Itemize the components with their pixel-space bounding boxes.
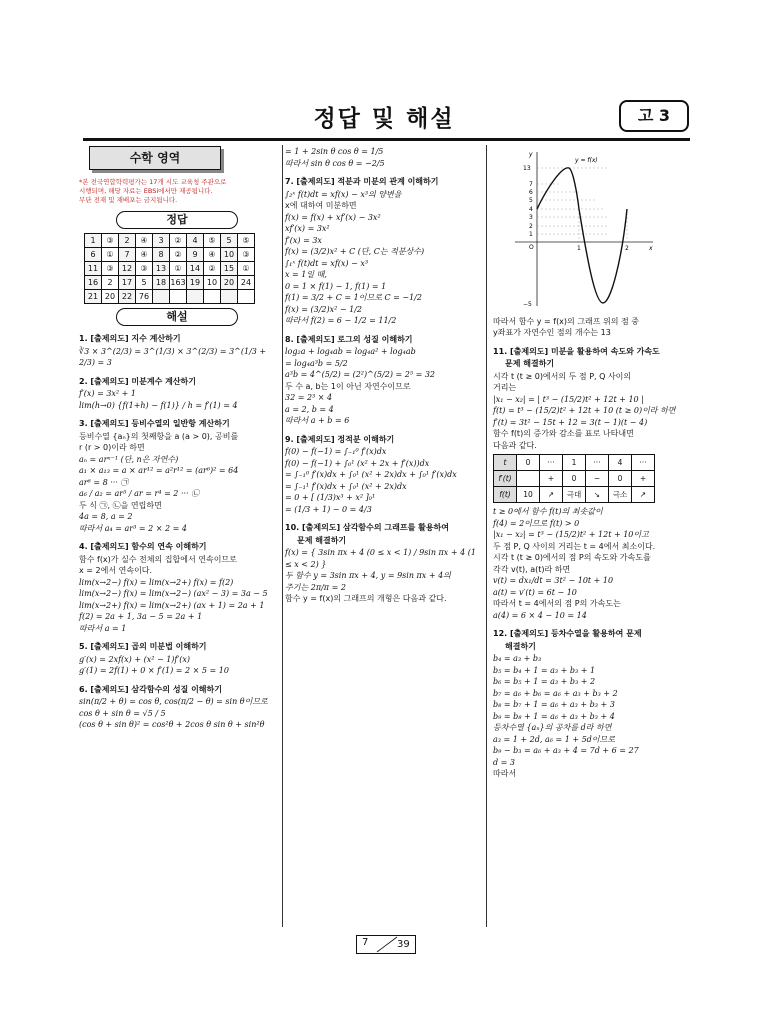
column-divider-1 bbox=[282, 145, 283, 927]
table-cell: 0 bbox=[609, 471, 632, 487]
notice-line: 시행되며, 해당 자료는 EBSi에서만 제공됩니다. bbox=[79, 187, 213, 195]
math-line: v(t) = dx₁/dt = 3t² − 10t + 10 bbox=[493, 576, 614, 585]
text-line: 함수 f(x)가 실수 전체의 집합에서 연속이므로 bbox=[79, 554, 237, 564]
math-line: f′(x) = 3x² + 1 bbox=[79, 389, 137, 398]
subject-box: 수학 영역 bbox=[89, 146, 221, 170]
math-line: = ∫₋₁¹ f′(x)dx + ∫₀¹ (x² + 2x)dx bbox=[285, 481, 407, 491]
table-cell: t bbox=[494, 455, 517, 471]
math-line: 등차수열 {aₙ}의 공차를 d라 하면 bbox=[493, 723, 612, 732]
y-tick: 7 bbox=[529, 181, 533, 188]
answer-row bbox=[85, 290, 255, 304]
math-line: = log₄a³b = 5/2 bbox=[285, 358, 348, 368]
math-line: b₇ = a₆ + b₆ = a₆ + a₃ + b₃ + 2 bbox=[493, 688, 618, 698]
text-line: 거리는 bbox=[493, 383, 517, 392]
page-number bbox=[356, 935, 416, 954]
text-line: 함수 y = f(x)의 그래프의 개형은 다음과 같다. bbox=[285, 594, 447, 603]
question-number: 22 bbox=[119, 290, 136, 304]
math-line: b₆ = b₅ + 1 = a₃ + b₃ + 2 bbox=[493, 677, 596, 686]
text-line: 시각 t (t ≥ 0)에서의 두 점 P, Q 사이의 bbox=[493, 371, 632, 381]
answer-value bbox=[170, 290, 187, 304]
math-line: ∫₂ˣ f(t)dt = xf(x) − x³의 양변을 bbox=[285, 189, 402, 199]
section-heading: 11. [출제의도] 미분을 활용하여 속도와 가속도 bbox=[493, 346, 660, 356]
section-heading: 9. [출제의도] 정적분 이해하기 bbox=[285, 434, 395, 444]
math-line: f(x) = (3/2)x² − 1/2 bbox=[285, 304, 363, 314]
question-number: 4 bbox=[187, 234, 204, 248]
math-line: = ∫₋₁⁰ f′(x)dx + ∫₀¹ (x² + 2x)dx + ∫₀¹ f′(x)dx bbox=[285, 470, 457, 479]
answer-value: ⑤ bbox=[204, 234, 221, 248]
section-heading: 2. [출제의도] 미분계수 계산하기 bbox=[79, 376, 197, 386]
y-tick: 6 bbox=[529, 189, 533, 196]
math-line: 따라서 sin θ cos θ = −2/5 bbox=[285, 158, 385, 168]
graph-func-label: y = f(x) bbox=[575, 157, 598, 164]
math-line: a(4) = 6 × 4 − 10 = 14 bbox=[493, 610, 587, 620]
math-line: aₙ = arⁿ⁻¹ (단, n은 자연수) bbox=[79, 454, 179, 464]
section-heading-cont: 해결하기 bbox=[505, 641, 536, 651]
math-line: f(2) = 2a + 1, 3a − 5 = 2a + 1 bbox=[79, 612, 203, 621]
question-number: 2 bbox=[119, 234, 136, 248]
table-cell: f(t) bbox=[494, 487, 517, 503]
answer-value bbox=[238, 290, 255, 304]
answer-value: 24 bbox=[238, 276, 255, 290]
table-row bbox=[494, 455, 655, 471]
math-line: f′(t) = 3t² − 15t + 12 = 3(t − 1)(t − 4) bbox=[493, 417, 648, 427]
section-heading: 10. [출제의도] 삼각함수의 그래프를 활용하여 bbox=[285, 523, 449, 532]
total-pages: 39 bbox=[397, 939, 410, 950]
math-line: ar⁶ = 8 ··· ㉠ bbox=[79, 477, 129, 487]
question-number: 13 bbox=[153, 262, 170, 276]
table-cell: + bbox=[632, 471, 655, 487]
notice-line: *본 전국연합학력평가는 17개 시도 교육청 주관으로 bbox=[79, 178, 227, 186]
math-line: g′(1) = 2f(1) + 0 × f′(1) = 2 × 5 = 10 bbox=[79, 666, 229, 675]
question-number: 19 bbox=[187, 276, 204, 290]
text-line: 두 점 P, Q 사이의 거리는 t = 4에서 최소이다. bbox=[493, 541, 656, 551]
column-2 bbox=[285, 146, 477, 605]
y-tick: 3 bbox=[529, 214, 533, 221]
notice-line: 무단 전재 및 재배포는 금지됩니다. bbox=[79, 196, 178, 204]
table-cell: 10 bbox=[517, 487, 540, 503]
y-tick: 5 bbox=[529, 197, 533, 204]
answer-value bbox=[204, 290, 221, 304]
column-3 bbox=[493, 146, 691, 780]
table-row bbox=[494, 471, 655, 487]
y-tick: 1 bbox=[529, 231, 533, 238]
math-line: a = 2, b = 4 bbox=[285, 404, 334, 414]
math-line: a₆ / a₂ = ar⁵ / ar = r⁴ = 2 ··· ㉡ bbox=[79, 489, 200, 498]
math-line: d = 3 bbox=[493, 757, 515, 767]
math-line: = (1/3 + 1) − 0 = 4/3 bbox=[285, 504, 372, 514]
math-line: 두 함수 y = 3sin πx + 4, y = 9sin πx + 4의 bbox=[285, 571, 451, 580]
math-line: 따라서 a = 1 bbox=[79, 623, 127, 633]
math-line: b₄ = a₃ + b₃ bbox=[493, 654, 542, 663]
math-line: b₅ = b₄ + 1 = a₃ + b₃ + 1 bbox=[493, 665, 596, 675]
math-line: ∛3 × 3^(2/3) = 3^(1/3) × 3^(2/3) = 3^(1/3 + 2/3) = 3 bbox=[79, 346, 269, 367]
text-line: 따라서 t = 4에서의 점 P의 가속도는 bbox=[493, 599, 621, 608]
text-line: 함수 f(t)의 증가와 감소를 표로 나타내면 bbox=[493, 429, 634, 438]
math-line: ∫₁ˣ f(t)dt = xf(x) − x³ bbox=[285, 258, 369, 268]
math-line: f(x) = f(x) + xf′(x) − 3x² bbox=[285, 212, 381, 222]
text-line: 따라서 bbox=[493, 769, 517, 778]
question-number: 14 bbox=[187, 262, 204, 276]
answer-value: ④ bbox=[136, 234, 153, 248]
table-row bbox=[494, 487, 655, 503]
question-number: 6 bbox=[85, 248, 102, 262]
answer-value: ④ bbox=[136, 248, 153, 262]
math-line: 주기는 2π/π = 2 bbox=[285, 582, 346, 592]
table-cell: + bbox=[540, 471, 563, 487]
math-line: f(4) = 2이므로 f(t) > 0 bbox=[493, 518, 580, 528]
text-line: 등비수열 {aₙ}의 첫째항을 a (a > 0), 공비를 bbox=[79, 431, 239, 441]
x-axis-label: x bbox=[649, 245, 653, 252]
column-divider-2 bbox=[486, 145, 487, 927]
section-heading: 1. [출제의도] 지수 계산하기 bbox=[79, 334, 181, 343]
math-line: = 0 + [ (1/3)x³ + x² ]₀¹ bbox=[285, 493, 376, 502]
math-line: lim(h→0) {f(1+h) − f(1)} / h = f′(1) = 4 bbox=[79, 400, 238, 410]
math-line: f(1) = 3/2 + C = 1이므로 C = −1/2 bbox=[285, 293, 422, 302]
math-line: xf′(x) = 3x² bbox=[285, 224, 330, 233]
answer-value: ② bbox=[170, 234, 187, 248]
current-page: 7 bbox=[362, 937, 369, 948]
section-heading: 8. [출제의도] 로그의 성질 이해하기 bbox=[285, 334, 413, 344]
function-graph bbox=[507, 148, 657, 308]
math-line: b₈ = b₇ + 1 = a₆ + a₃ + b₃ + 3 bbox=[493, 700, 615, 709]
math-line: = 1 + 2sin θ cos θ = 1/5 bbox=[285, 147, 384, 156]
math-line: f(t) = t³ − (15/2)t² + 12t + 10 (t ≥ 0)이라 하면 bbox=[493, 406, 676, 415]
table-cell: 0 bbox=[517, 455, 540, 471]
answer-value: ④ bbox=[204, 248, 221, 262]
math-line: b₉ = b₈ + 1 = a₆ + a₃ + b₃ + 4 bbox=[493, 711, 615, 721]
table-cell: 극대 bbox=[563, 487, 586, 503]
section-heading-cont: 문제 해결하기 bbox=[297, 535, 347, 545]
page-title: 정답 및 해설 bbox=[313, 106, 455, 132]
math-line: a(t) = v′(t) = 6t − 10 bbox=[493, 587, 577, 597]
math-line: lim(x→2−) f(x) = lim(x→2+) f(x) = f(2) bbox=[79, 577, 234, 587]
explain-title: 해설 bbox=[116, 308, 238, 326]
math-line: lim(x→2−) f(x) = lim(x→2−) (ax² − 3) = 3a − 5 bbox=[79, 589, 268, 598]
question-number: 17 bbox=[119, 276, 136, 290]
column-1-body bbox=[79, 333, 275, 731]
math-line: log₂a + log₄ab = log₄a² + log₄ab bbox=[285, 347, 416, 356]
question-number: 9 bbox=[187, 248, 204, 262]
answer-value: ③ bbox=[102, 262, 119, 276]
math-line: |x₁ − x₂| = | t³ − (15/2)t² + 12t + 10 | bbox=[493, 394, 644, 404]
question-number: 16 bbox=[85, 276, 102, 290]
section-heading: 12. [출제의도] 등차수열을 활용하여 문제 bbox=[493, 629, 642, 638]
table-cell: ··· bbox=[586, 455, 609, 471]
answer-row bbox=[85, 262, 255, 276]
math-line: lim(x→2+) f(x) = lim(x→2+) (ax + 1) = 2a + 1 bbox=[79, 600, 265, 610]
math-line: a³b = 4^(5/2) = (2²)^(5/2) = 2⁵ = 32 bbox=[285, 370, 435, 379]
math-line: 4a = 8, a = 2 bbox=[79, 512, 133, 521]
table-cell: 0 bbox=[563, 471, 586, 487]
math-line: sin(π/2 + θ) = cos θ, cos(π/2 − θ) = sin θ이므로 bbox=[79, 697, 268, 706]
y-tick: 13 bbox=[523, 165, 531, 172]
answer-row bbox=[85, 234, 255, 248]
answer-value: 20 bbox=[102, 290, 119, 304]
math-line: f(0) − f(−1) + ∫₀¹ (x² + 2x + f′(x))dx bbox=[285, 458, 430, 468]
section-heading: 6. [출제의도] 삼각함수의 성질 이해하기 bbox=[79, 684, 222, 694]
table-cell: f′(t) bbox=[494, 471, 517, 487]
answer-value: ③ bbox=[136, 262, 153, 276]
text-line: 두 식 ㉠, ㉡을 연립하면 bbox=[79, 500, 162, 510]
text-line: 각각 v(t), a(t)라 하면 bbox=[493, 564, 571, 574]
text-line: r (r > 0)이라 하면 bbox=[79, 443, 145, 452]
answer-value: ① bbox=[170, 262, 187, 276]
header-rule bbox=[83, 138, 690, 141]
math-line: f′(x) = 3x bbox=[285, 235, 322, 245]
answer-value: ③ bbox=[102, 234, 119, 248]
math-line: b₉ − b₃ = a₆ + a₃ + 4 = 7d + 6 = 27 bbox=[493, 746, 639, 755]
math-line: f(0) − f(−1) = ∫₋₁⁰ f′(x)dx bbox=[285, 447, 387, 456]
answer-value: 2 bbox=[102, 276, 119, 290]
grade-badge: 고 3 bbox=[619, 100, 689, 132]
answer-value: ② bbox=[204, 262, 221, 276]
y-tick: 4 bbox=[529, 206, 533, 213]
answers-title: 정답 bbox=[116, 211, 238, 229]
math-line: 0 = 1 × f(1) − 1, f(1) = 1 bbox=[285, 281, 387, 291]
answer-value: ⑤ bbox=[238, 234, 255, 248]
answer-value: 163 bbox=[170, 276, 187, 290]
math-line: a₃ = 1 + 2d, a₆ = 1 + 5d이므로 bbox=[493, 734, 615, 744]
math-line: 따라서 f(2) = 6 − 1/2 = 11/2 bbox=[285, 316, 397, 325]
text-line: x에 대하여 미분하면 bbox=[285, 201, 357, 210]
text-line: 따라서 함수 y = f(x)의 그래프 위의 점 중 bbox=[493, 316, 640, 326]
math-line: 32 = 2³ × 4 bbox=[285, 393, 333, 402]
table-cell bbox=[517, 471, 540, 487]
column-2-body bbox=[285, 146, 477, 605]
answer-value: ① bbox=[238, 262, 255, 276]
table-cell: 4 bbox=[609, 455, 632, 471]
notice bbox=[79, 178, 275, 205]
question-number: 21 bbox=[85, 290, 102, 304]
question-number: 3 bbox=[153, 234, 170, 248]
text-line: 다음과 같다. bbox=[493, 440, 537, 450]
function-curve bbox=[537, 168, 627, 303]
question-number: 7 bbox=[119, 248, 136, 262]
math-line: g′(x) = 2xf(x) + (x² − 1)f′(x) bbox=[79, 654, 190, 664]
section-heading: 7. [출제의도] 적분과 미분의 관계 이해하기 bbox=[285, 177, 439, 186]
question-number: 18 bbox=[153, 276, 170, 290]
answer-row bbox=[85, 276, 255, 290]
question-number: 10 bbox=[221, 248, 238, 262]
question-number: 15 bbox=[221, 262, 238, 276]
question-number: 11 bbox=[85, 262, 102, 276]
table-cell: 극소 bbox=[609, 487, 632, 503]
question-number bbox=[153, 290, 170, 304]
y-tick: 2 bbox=[529, 223, 533, 230]
y-tick: −5 bbox=[523, 301, 532, 308]
column-3-top bbox=[493, 316, 691, 452]
question-number: 20 bbox=[221, 276, 238, 290]
answer-table bbox=[84, 233, 255, 304]
math-line: t ≥ 0에서 함수 f(t)의 최솟값이 bbox=[493, 507, 603, 516]
answer-value: ③ bbox=[238, 248, 255, 262]
table-cell: ↘ bbox=[586, 487, 609, 503]
y-axis-label: y bbox=[529, 151, 533, 158]
math-line: f(x) = { 3sin πx + 4 (0 ≤ x < 1) / 9sin πx + 4 (1 ≤ x < 2) } bbox=[285, 548, 479, 569]
table-cell: ··· bbox=[540, 455, 563, 471]
column-3-bottom bbox=[493, 506, 691, 780]
answer-value: 10 bbox=[204, 276, 221, 290]
text-line: x = 2에서 연속이다. bbox=[79, 566, 153, 575]
section-heading: 3. [출제의도] 등비수열의 일반항 계산하기 bbox=[79, 419, 230, 428]
math-line: (cos θ + sin θ)² = cos²θ + 2cos θ sin θ + sin²θ bbox=[79, 720, 265, 729]
origin-label: O bbox=[529, 244, 534, 251]
answer-value: 5 bbox=[136, 276, 153, 290]
answer-value: ① bbox=[102, 248, 119, 262]
column-1 bbox=[79, 146, 275, 731]
text-line: 시각 t (t ≥ 0)에서의 점 P의 속도와 가속도를 bbox=[493, 553, 651, 562]
math-line: a₁ × a₁₃ = a × ar¹² = a²r¹² = (ar⁶)² = 64 bbox=[79, 466, 239, 475]
section-heading: 4. [출제의도] 함수의 연속 이해하기 bbox=[79, 542, 207, 551]
table-cell: ··· bbox=[632, 455, 655, 471]
section-heading: 5. [출제의도] 곱의 미분법 이해하기 bbox=[79, 642, 207, 651]
math-line: |x₁ − x₂| = t³ − (15/2)t² + 12t + 10이고 bbox=[493, 530, 649, 539]
question-number: 1 bbox=[85, 234, 102, 248]
text-line: y좌표가 자연수인 점의 개수는 13 bbox=[493, 328, 611, 337]
increase-decrease-table bbox=[493, 454, 655, 503]
answer-row bbox=[85, 248, 255, 262]
math-line: 따라서 a + b = 6 bbox=[285, 416, 350, 425]
question-number bbox=[221, 290, 238, 304]
question-number: 5 bbox=[221, 234, 238, 248]
question-number bbox=[187, 290, 204, 304]
math-line: 따라서 a₄ = ar³ = 2 × 2 = 4 bbox=[79, 523, 187, 533]
math-line: f(x) = (3/2)x² + C (단, C는 적분상수) bbox=[285, 247, 425, 256]
answer-value: 76 bbox=[136, 290, 153, 304]
question-number: 8 bbox=[153, 248, 170, 262]
x-tick: 2 bbox=[625, 245, 629, 252]
table-cell: ↗ bbox=[632, 487, 655, 503]
section-heading-cont: 문제 해결하기 bbox=[505, 359, 555, 368]
x-tick: 1 bbox=[577, 245, 581, 252]
table-cell: ↗ bbox=[540, 487, 563, 503]
table-cell: 1 bbox=[563, 455, 586, 471]
question-number: 12 bbox=[119, 262, 136, 276]
text-line: 두 수 a, b는 1이 아닌 자연수이므로 bbox=[285, 381, 411, 391]
answer-value: ② bbox=[170, 248, 187, 262]
table-cell: − bbox=[586, 471, 609, 487]
math-line: x = 1일 때, bbox=[285, 270, 327, 279]
math-line: cos θ + sin θ = √5 / 5 bbox=[79, 708, 166, 718]
